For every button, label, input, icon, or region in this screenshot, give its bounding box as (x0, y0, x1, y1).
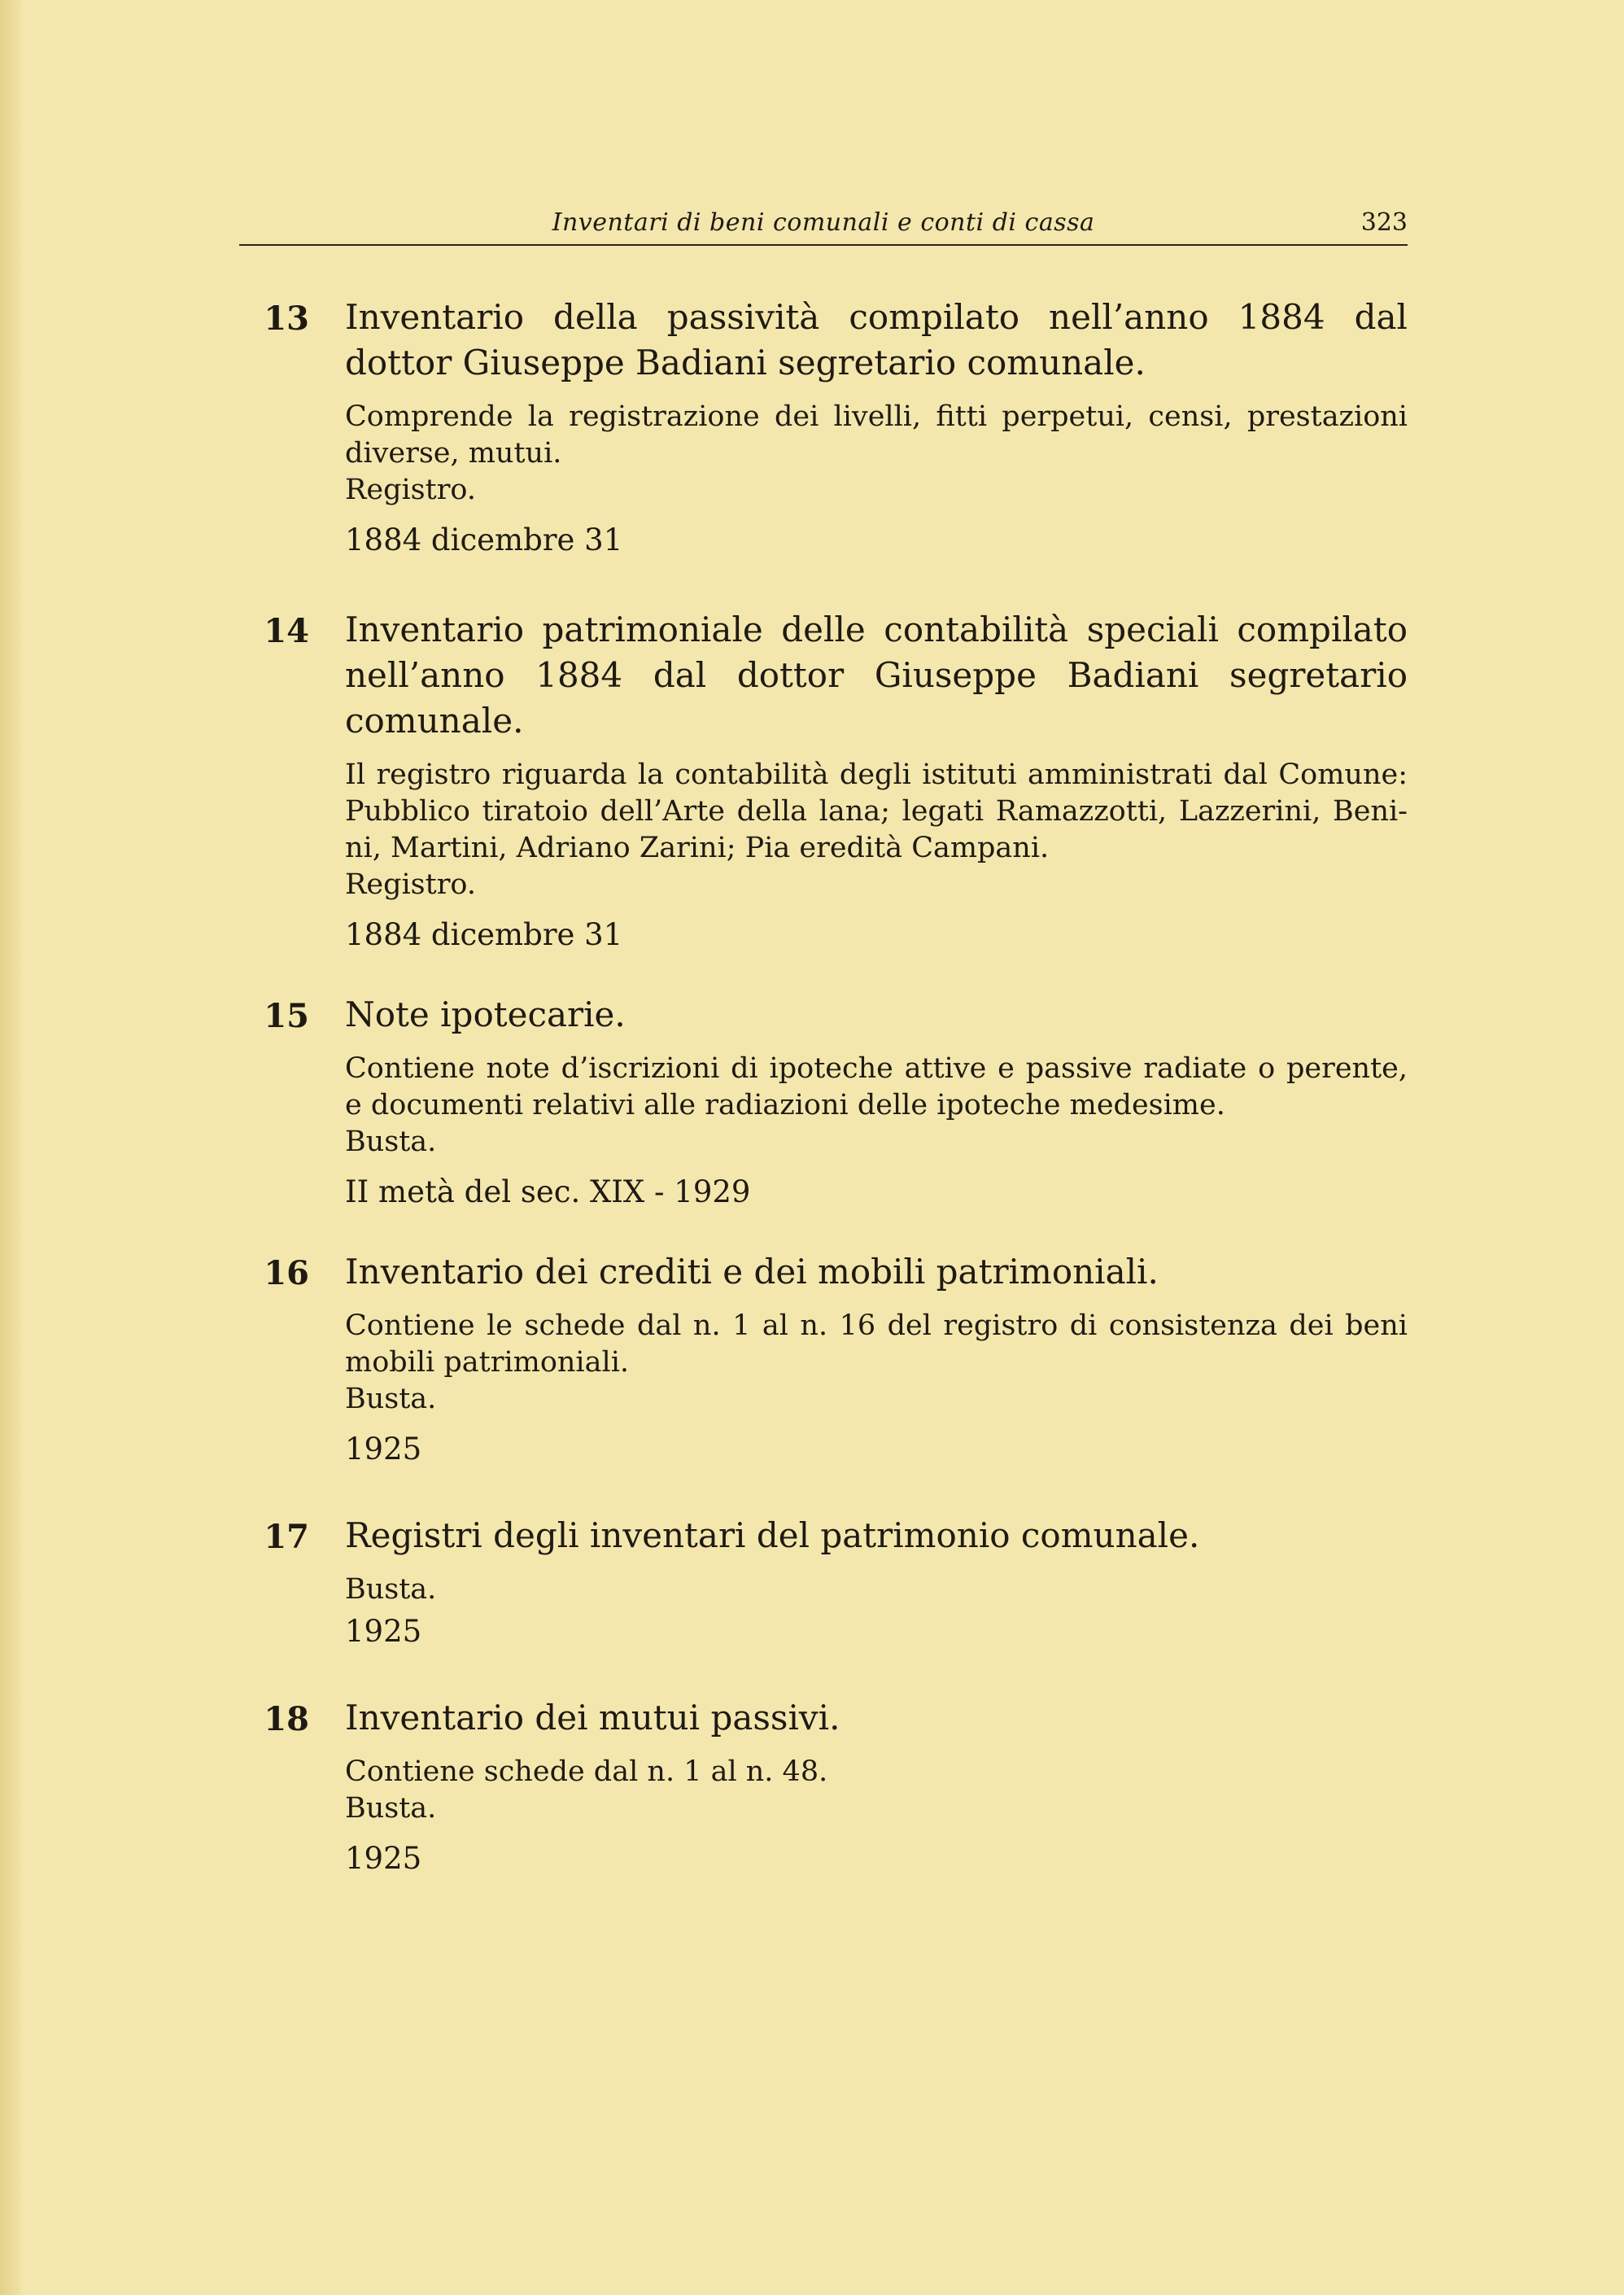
inventory-entry-18 (239, 1695, 1408, 1877)
entry-title: Inventario dei mutui passivi. (345, 1698, 840, 1738)
entry-type: Registro. (345, 474, 477, 506)
entry-description: Contiene schede dal n. 1 al n. 48. (345, 1755, 828, 1788)
entry-date: 1925 (345, 1614, 422, 1649)
inventory-entry-13 (239, 295, 1408, 558)
page-number: 323 (1360, 208, 1408, 237)
entry-description: Contiene le schede dal n. 1 al n. 16 del registro di consistenza dei beni mobili patrimoniali. (345, 1309, 1408, 1379)
inventory-entry-16 (239, 1249, 1408, 1467)
entry-type: Registro. (345, 868, 477, 901)
running-header (239, 203, 1408, 246)
page-spine-shadow (0, 0, 21, 2295)
entry-type: Busta. (345, 1126, 437, 1158)
running-header-title: Inventari di beni comunali e conti di cassa (552, 208, 1095, 237)
entry-date: 1925 (345, 1432, 422, 1467)
entry-body (345, 992, 1408, 1210)
entry-title: Inventario della passività compilato nell’anno 1884 dal dottor Giuseppe Badiani segretario comunale. (345, 297, 1408, 382)
entry-number: 18 (264, 1700, 309, 1738)
entry-date: 1884 dicembre 31 (345, 917, 623, 952)
entry-date: 1884 dicembre 31 (345, 522, 623, 557)
entry-number: 15 (264, 997, 309, 1035)
entry-title: Inventario patrimoniale delle contabilità speciali compilato nell’anno 1884 dal dottor Giuseppe Badiani segretario comunale. (345, 610, 1408, 741)
entry-number: 14 (264, 612, 309, 650)
inventory-entry-17 (239, 1513, 1408, 1650)
entry-date: 1925 (345, 1841, 422, 1876)
inventory-entries (239, 295, 1408, 1877)
entry-date: II metà del sec. XIX - 1929 (345, 1174, 751, 1209)
entry-description: Il registro riguarda la contabilità degli istituti amministrati dal Comune: Pubblico tiratoio dell’Arte della lana; legati Ramazzotti, Lazzerini, Beni-ni, Martini, Adriano Zarini; Pia eredità Campani. (345, 758, 1408, 864)
inventory-entry-15 (239, 992, 1408, 1210)
entry-number: 13 (264, 299, 309, 338)
entry-title: Note ipotecarie. (345, 994, 626, 1034)
entry-title: Registri degli inventari del patrimonio comunale. (345, 1515, 1200, 1555)
entry-body (345, 1513, 1408, 1650)
entry-body (345, 607, 1408, 953)
entry-number: 16 (264, 1254, 309, 1292)
entry-type: Busta. (345, 1573, 437, 1606)
entry-body (345, 1695, 1408, 1877)
entry-description: Contiene note d’iscrizioni di ipoteche attive e passive radiate o perente, e documenti relativi alle radiazioni delle ipoteche medesime. (345, 1052, 1408, 1121)
entry-number: 17 (264, 1518, 309, 1556)
inventory-entry-14 (239, 607, 1408, 953)
entry-body (345, 295, 1408, 558)
entry-title: Inventario dei crediti e dei mobili patrimoniali. (345, 1252, 1159, 1292)
entry-body (345, 1249, 1408, 1467)
entry-type: Busta. (345, 1792, 437, 1825)
entry-description: Comprende la registrazione dei livelli, fitti perpetui, censi, prestazioni diverse, mutui. (345, 400, 1408, 470)
entry-type: Busta. (345, 1383, 437, 1415)
